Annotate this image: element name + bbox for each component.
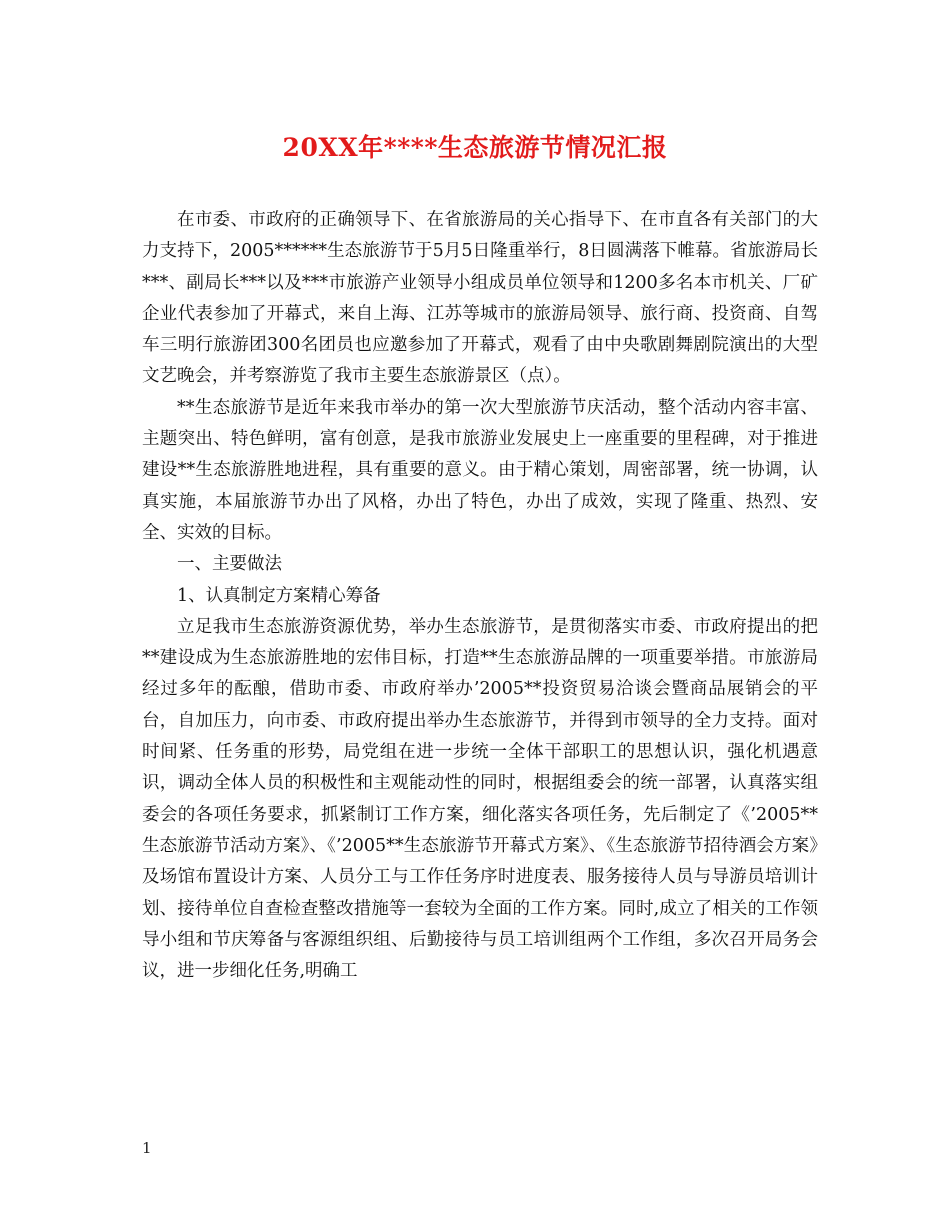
page-number: 1 [142,1139,152,1157]
subsection-heading-planning: 1、认真制定方案精心筹备 [177,585,381,606]
section-heading-main-practices: 一、主要做法 [177,554,282,575]
paragraph-intro: 在市委、市政府的正确领导下、在省旅游局的关心指导下、在市直各有关部门的大力支持下，2005******生态旅游节于5月5日隆重举行，8日圆满落下帷幕。省旅游局长***、副局长***以及***市旅游产业领导小组成员单位领导和1200多名本市机关、厂矿企业代表参加了开幕式，来自上海、江苏等城市的旅游局领导、旅行商、投资商、自驾车三明行旅游团300名团员也应邀参加了开幕式，观看了由中央歌剧舞剧院演出的大型文艺晚会，并考察游览了我市主要生态旅游景区（点）。 [142,210,818,387]
paragraph-significance: **生态旅游节是近年来我市举办的第一次大型旅游节庆活动，整个活动内容丰富、主题突出、特色鲜明，富有创意，是我市旅游业发展史上一座重要的里程碑，对于推进建设**生态旅游胜地进程，具有重要的意义。由于精心策划，周密部署，统一协调，认真实施，本届旅游节办出了风格，办出了特色，办出了成效，实现了隆重、热烈、安全、实效的目标。 [142,397,818,543]
document-title: 20XX年****生态旅游节情况汇报 [282,133,668,162]
document-body [142,205,818,987]
paragraph-planning-details: 立足我市生态旅游资源优势，举办生态旅游节，是贯彻落实市委、市政府提出的把**建设成为生态旅游胜地的宏伟目标，打造**生态旅游品牌的一项重要举措。市旅游局经过多年的酝酿，借助市委、市政府举办’2005**投资贸易洽谈会暨商品展销会的平台，自加压力，向市委、市政府提出举办生态旅游节，并得到市领导的全力支持。面对时间紧、任务重的形势，局党组在进一步统一全体干部职工的思想认识，强化机遇意识，调动全体人员的积极性和主观能动性的同时，根据组委会的统一部署，认真落实组委会的各项任务要求，抓紧制订工作方案，细化落实各项任务，先后制定了《’2005**生态旅游节活动方案》、《’2005**生态旅游节开幕式方案》、《生态旅游节招待酒会方案》及场馆布置设计方案、人员分工与工作任务序时进度表、服务接待人员与导游员培训计划、接待单位自查检查整改措施等一套较为全面的工作方案。同时,成立了相关的工作领导小组和节庆筹备与客源组织组、后勤接待与员工培训组两个工作组，多次召开局务会议，进一步细化任务,明确工 [142,616,818,982]
